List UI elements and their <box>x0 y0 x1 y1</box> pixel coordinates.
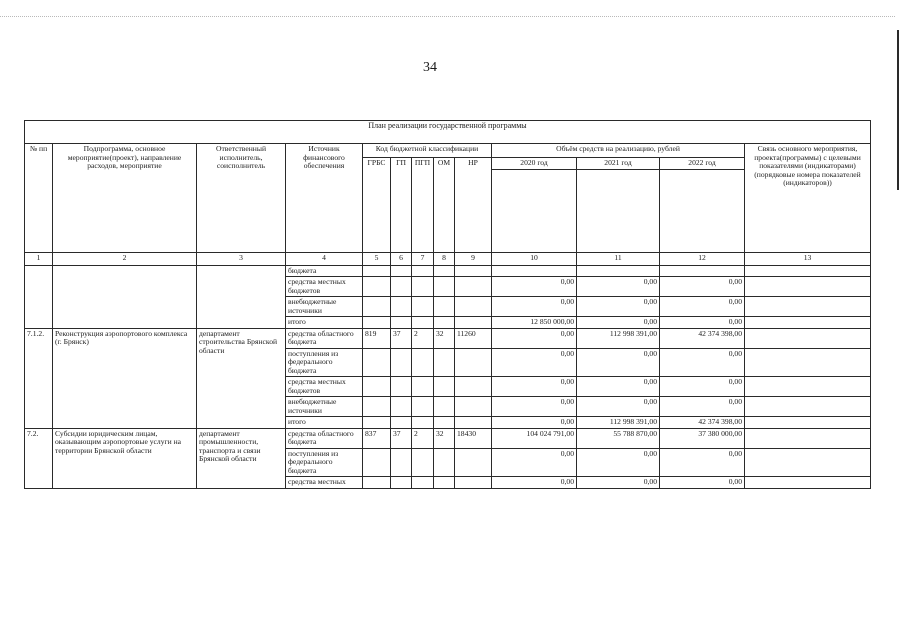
cell-2022: 42 374 398,00 <box>660 417 745 429</box>
cell-pgp: 2 <box>412 328 434 348</box>
cell-2022: 0,00 <box>660 377 745 397</box>
cell-2020: 104 024 791,00 <box>492 428 577 448</box>
header-executor: Ответственный исполнитель, соисполнитель <box>197 144 286 253</box>
header-year-2021: 2021 год <box>577 158 660 170</box>
cell-2022 <box>660 265 745 277</box>
column-number: 13 <box>745 252 871 265</box>
cell-executor-empty <box>197 265 286 328</box>
header-year-2022-body <box>660 169 745 252</box>
scan-edge-mark <box>897 30 899 190</box>
column-number: 6 <box>391 252 412 265</box>
cell-2020: 0,00 <box>492 348 577 377</box>
column-number-row <box>25 252 871 265</box>
cell-2021: 0,00 <box>577 477 660 489</box>
table-caption: План реализации государственной программы <box>25 121 871 144</box>
header-year-2020: 2020 год <box>492 158 577 170</box>
cell-om: 32 <box>434 328 455 348</box>
cell-program-empty <box>53 265 197 328</box>
cell-2021: 112 998 391,00 <box>577 328 660 348</box>
cell-source: средства областного бюджета <box>286 328 363 348</box>
cell-2022: 0,00 <box>660 277 745 297</box>
cell-2020: 0,00 <box>492 277 577 297</box>
cell-2021: 112 998 391,00 <box>577 417 660 429</box>
header-om: ОМ <box>434 158 455 253</box>
cell-2021 <box>577 265 660 277</box>
cell-2022: 42 374 398,00 <box>660 328 745 348</box>
cell-nr: 11260 <box>455 328 492 348</box>
table-row <box>25 328 871 348</box>
header-source: Источник финансового обеспечения <box>286 144 363 253</box>
cell-2021: 0,00 <box>577 377 660 397</box>
header-year-2022: 2022 год <box>660 158 745 170</box>
cell-source: итого <box>286 417 363 429</box>
column-number: 3 <box>197 252 286 265</box>
cell-source: средства областного бюджета <box>286 428 363 448</box>
cell-source: поступления из федерального бюджета <box>286 448 363 477</box>
cell-program: Субсидии юридическим лицам, оказывающим аэропортовые услуги на территории Брянской области <box>53 428 197 488</box>
cell-grbs: 819 <box>363 328 391 348</box>
header-nr: НР <box>455 158 492 253</box>
cell-2022: 0,00 <box>660 448 745 477</box>
cell-2021: 0,00 <box>577 297 660 317</box>
cell-2022: 0,00 <box>660 348 745 377</box>
cell-2021: 55 788 870,00 <box>577 428 660 448</box>
table-row <box>25 428 871 448</box>
cell-2021: 0,00 <box>577 317 660 329</box>
column-number: 9 <box>455 252 492 265</box>
column-number: 2 <box>53 252 197 265</box>
header-num: № пп <box>25 144 53 253</box>
cell-2020 <box>492 265 577 277</box>
header-link: Связь основного мероприятия, проекта(программы) с целевыми показателями (индикаторами) (порядковые номера показателей (индикаторов)) <box>745 144 871 253</box>
cell-2021: 0,00 <box>577 397 660 417</box>
cell-num: 7.1.2. <box>25 328 53 428</box>
column-number: 7 <box>412 252 434 265</box>
cell-source: средства местных бюджетов <box>286 377 363 397</box>
cell-pgp: 2 <box>412 428 434 448</box>
column-number: 10 <box>492 252 577 265</box>
cell-2020: 0,00 <box>492 448 577 477</box>
cell-gp: 37 <box>391 328 412 348</box>
column-number: 4 <box>286 252 363 265</box>
cell-2020: 0,00 <box>492 477 577 489</box>
cell-grbs: 837 <box>363 428 391 448</box>
header-funding: Объём средств на реализацию, рублей <box>492 144 745 158</box>
cell-2020: 0,00 <box>492 417 577 429</box>
cell-2021: 0,00 <box>577 277 660 297</box>
column-number: 1 <box>25 252 53 265</box>
header-gp: ГП <box>391 158 412 253</box>
cell-2020: 0,00 <box>492 397 577 417</box>
cell-source: итого <box>286 317 363 329</box>
cell-source: поступления из федерального бюджета <box>286 348 363 377</box>
implementation-plan-table <box>24 120 871 489</box>
cell-num-empty <box>25 265 53 328</box>
page-number: 34 <box>423 60 437 75</box>
cell-2022: 0,00 <box>660 317 745 329</box>
cell-executor: департамент промышленности, транспорта и связи Брянской области <box>197 428 286 488</box>
cell-source: внебюджетные источники <box>286 297 363 317</box>
cell-source: внебюджетные источники <box>286 397 363 417</box>
header-program: Подпрограмма, основное мероприятие(проект), направление расходов, мероприятие <box>53 144 197 253</box>
cell-2020: 0,00 <box>492 377 577 397</box>
header-year-2020-body <box>492 169 577 252</box>
cell-2020: 12 850 000,00 <box>492 317 577 329</box>
header-pgp: ПГП <box>412 158 434 253</box>
scan-edge-line <box>0 16 895 17</box>
column-number: 8 <box>434 252 455 265</box>
cell-2022: 37 380 000,00 <box>660 428 745 448</box>
cell-num: 7.2. <box>25 428 53 488</box>
column-number: 5 <box>363 252 391 265</box>
header-year-2021-body <box>577 169 660 252</box>
cell-nr: 18430 <box>455 428 492 448</box>
column-number: 11 <box>577 252 660 265</box>
cell-2020: 0,00 <box>492 328 577 348</box>
cell-2020: 0,00 <box>492 297 577 317</box>
cell-source: средства местных бюджетов <box>286 277 363 297</box>
cell-program: Реконструкция аэропортового комплекса (г. Брянск) <box>53 328 197 428</box>
header-kbk: Код бюджетной классификации <box>363 144 492 158</box>
cell-2022: 0,00 <box>660 397 745 417</box>
cell-2021: 0,00 <box>577 448 660 477</box>
header-grbs: ГРБС <box>363 158 391 253</box>
cell-2022: 0,00 <box>660 297 745 317</box>
cell-source: бюджета <box>286 265 363 277</box>
cell-source: средства местных <box>286 477 363 489</box>
cell-2022: 0,00 <box>660 477 745 489</box>
cell-2021: 0,00 <box>577 348 660 377</box>
cell-executor: департамент строительства Брянской области <box>197 328 286 428</box>
cell-gp: 37 <box>391 428 412 448</box>
column-number: 12 <box>660 252 745 265</box>
cell-om: 32 <box>434 428 455 448</box>
table-row <box>25 265 871 277</box>
